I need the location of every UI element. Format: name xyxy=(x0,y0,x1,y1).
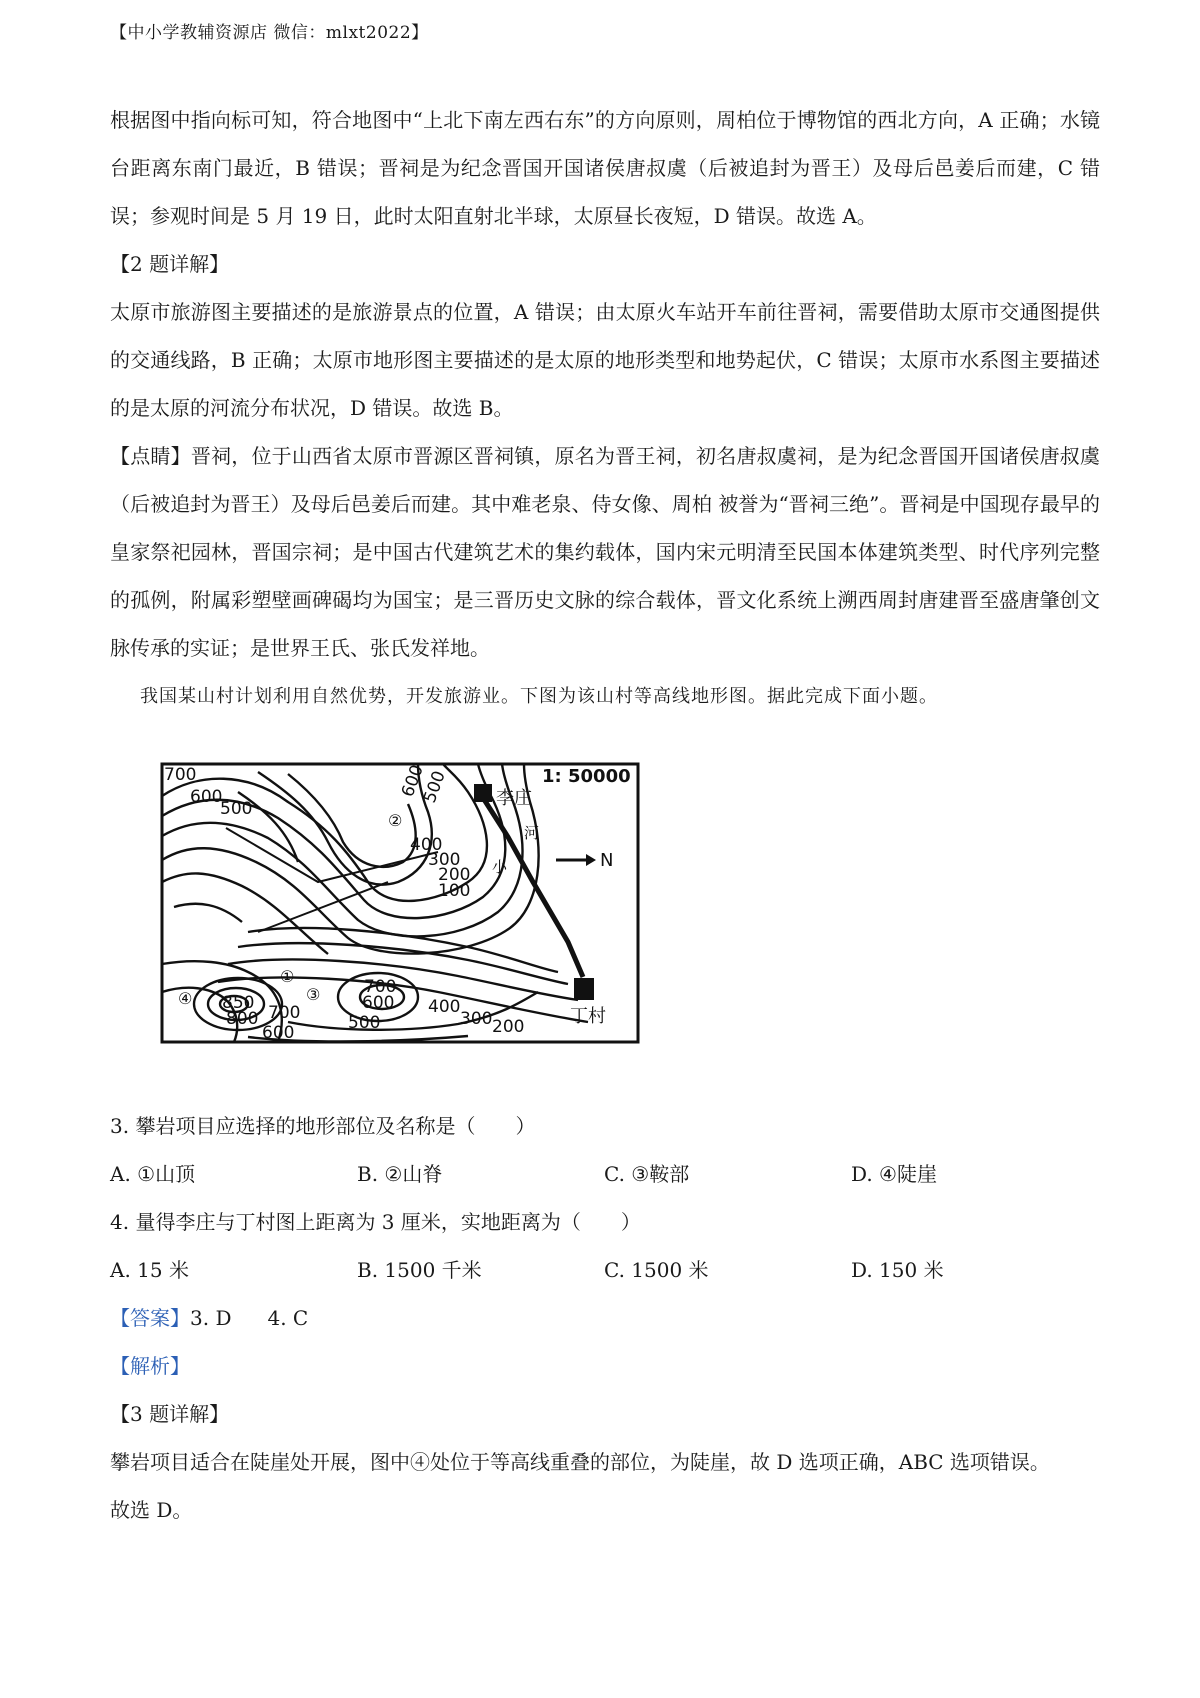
question-intro: 我国某山村计划利用自然优势，开发旅游业。下图为该山村等高线地形图。据此完成下面小题。 xyxy=(140,686,938,707)
q3-option-c: C. ③鞍部 xyxy=(604,1162,690,1186)
q1-detail-paragraph: 根据图中指向标可知，符合地图中“上北下南左西右东”的方向原则，周柏位于博物馆的西北方向，A 正确；水镜台距离东南门最近，B 错误；晋祠是为纪念晋国开国诸侯唐叔虞（后被追封为晋王）及母后邑姜后而建，C 错误；参观时间是 5 月 19 日，此时太阳直射北半球，太原昼长夜短，D 错误。故选 A。 xyxy=(110,108,1100,228)
q3-options xyxy=(110,1150,1100,1198)
marker-2: ② xyxy=(388,811,403,830)
answer-label: 【答案】 xyxy=(110,1306,190,1330)
village-south-block xyxy=(574,978,594,1000)
marker-3: ③ xyxy=(306,985,321,1004)
contour-label: 500 xyxy=(220,799,253,819)
contour-label: 700 xyxy=(164,765,197,785)
q3-option-d: D. ④陡崖 xyxy=(851,1162,937,1186)
contour-label: 400 xyxy=(410,835,443,855)
analysis-label: 【解析】 xyxy=(110,1354,190,1378)
contour-label: 600 xyxy=(190,787,223,807)
contour-map-svg xyxy=(138,732,658,1052)
contour-label: 300 xyxy=(460,1009,493,1029)
q2-detail-paragraph: 太原市旅游图主要描述的是旅游景点的位置，A 错误；由太原火车站开车前往晋祠，需要借助太原市交通图提供的交通线路，B 正确；太原市地形图主要描述的是太原的地形类型和地势起伏，C 错误；太原市水系图主要描述的是太原的河流分布状况，D 错误。故选 B。 xyxy=(110,300,1100,420)
marker-4: ④ xyxy=(178,989,193,1008)
contour-label: 400 xyxy=(428,997,461,1017)
q4-option-b: B. 1500 千米 xyxy=(357,1258,482,1282)
contour-label: 200 xyxy=(492,1017,525,1037)
village-north-block xyxy=(474,784,492,802)
contour-label: 300 xyxy=(428,850,461,870)
contour-label: 600 xyxy=(262,1023,295,1043)
contour-label: 700 xyxy=(268,1003,301,1023)
document-body xyxy=(110,96,1100,1534)
q3-option-a: A. ①山顶 xyxy=(110,1162,196,1186)
contour-label: 100 xyxy=(438,881,471,901)
marker-1: ① xyxy=(280,967,295,986)
contour-map xyxy=(138,732,658,1052)
q3-option-b: B. ②山脊 xyxy=(357,1162,443,1186)
q4-options xyxy=(110,1246,1100,1294)
q3-heading: 【3 题详解】 xyxy=(110,1402,230,1426)
map-scale: 1: 50000 xyxy=(542,766,631,787)
q4-option-d: D. 150 米 xyxy=(851,1258,944,1282)
contour-label: 600 xyxy=(362,993,395,1013)
q3-detail-line-2: 故选 D。 xyxy=(110,1498,193,1522)
river-char-1: 小 xyxy=(492,858,508,876)
contour-label: 800 xyxy=(226,1009,259,1029)
q3-stem: 3. 攀岩项目应选择的地形部位及名称是（ ） xyxy=(110,1114,536,1138)
q4-option-c: C. 1500 米 xyxy=(604,1258,709,1282)
q2-heading: 【2 题详解】 xyxy=(110,252,230,276)
contour-label: 200 xyxy=(438,865,471,885)
village-south-label: 丁村 xyxy=(570,1006,606,1027)
watermark: 【中小学教辅资源店 微信：mlxt2022】 xyxy=(110,23,429,43)
contour-label: 500 xyxy=(348,1013,381,1033)
contour-label: 700 xyxy=(364,977,397,997)
answer-q4: 4. C xyxy=(267,1306,309,1330)
answer-q3: 3. D xyxy=(190,1306,232,1330)
contour-label: 500 xyxy=(419,768,450,806)
answer-row xyxy=(110,1294,1100,1342)
river-char-2: 河 xyxy=(524,824,540,842)
q4-option-a: A. 15 米 xyxy=(110,1258,189,1282)
contour-label: 600 xyxy=(397,762,428,800)
village-north-label: 李庄 xyxy=(496,788,532,809)
q4-stem: 4. 量得李庄与丁村图上距离为 3 厘米，实地距离为（ ） xyxy=(110,1210,641,1234)
q3-detail-line-1: 攀岩项目适合在陡崖处开展，图中④处位于等高线重叠的部位，为陡崖，故 D 选项正确，ABC 选项错误。 xyxy=(110,1450,1050,1474)
note-paragraph: 【点睛】晋祠，位于山西省太原市晋源区晋祠镇，原名为晋王祠，初名唐叔虞祠，是为纪念晋国开国诸侯唐叔虞（后被追封为晋王）及母后邑姜后而建。其中难老泉、侍女像、周柏 被誉为“晋祠三绝”。晋祠是中国现存最早的皇家祭祀园林，晋国宗祠；是中国古代建筑艺术的集约载体，国内宋元明清至民国本体建筑类型、时代序列完整的孤例，附属彩塑壁画碑碣均为国宝；是三晋历史文脉的综合载体，晋文化系统上溯西周封唐建晋至盛唐肇创文脉传承的实证；是世界王氏、张氏发祥地。 xyxy=(110,444,1100,660)
north-label: N xyxy=(600,850,614,871)
contour-label: 850 xyxy=(222,993,255,1013)
